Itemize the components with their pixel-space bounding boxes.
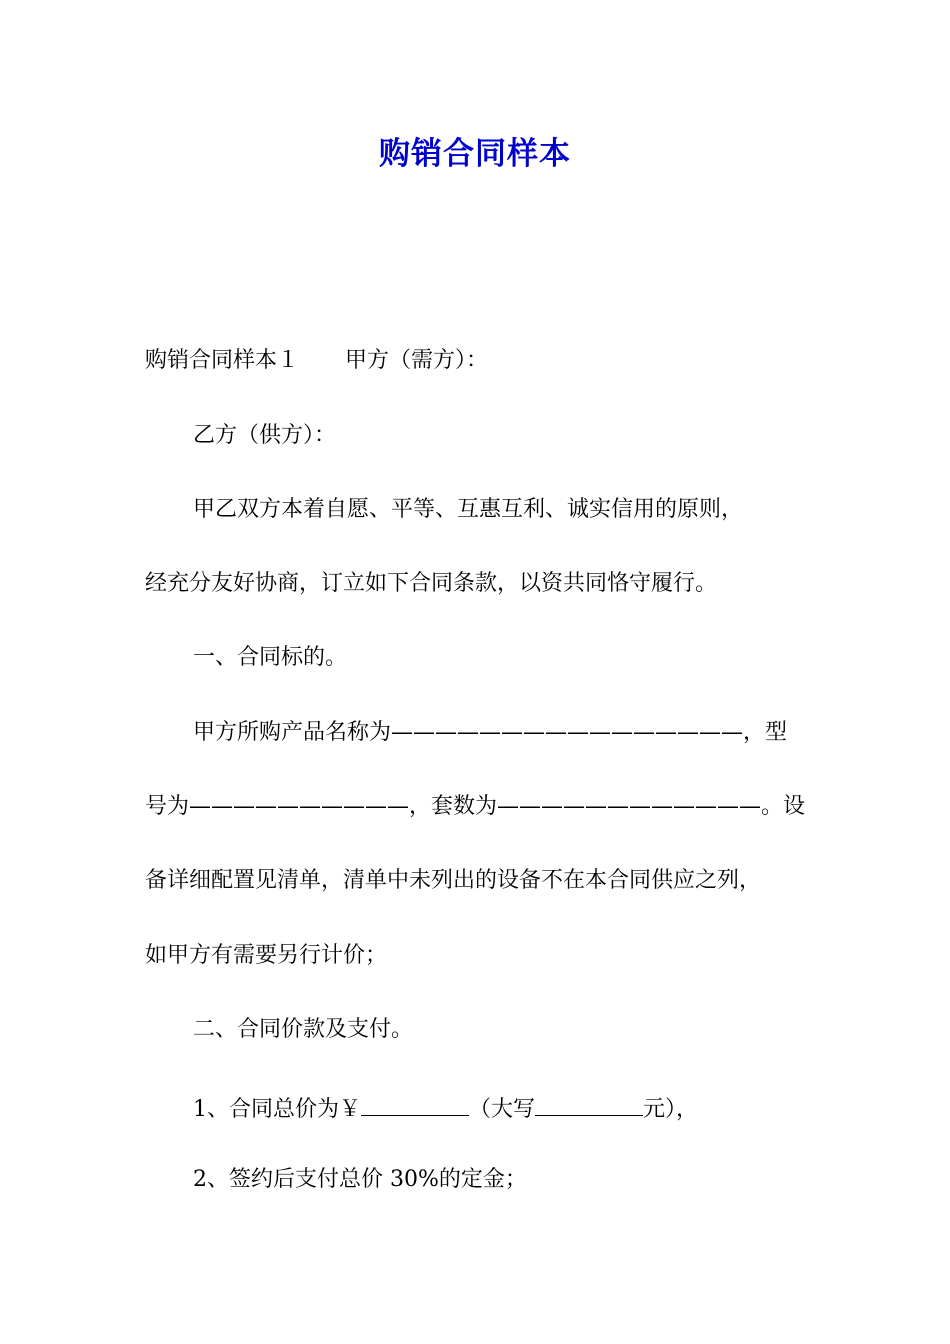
product-line-2: 号为——————————，套数为————————————。设 bbox=[145, 794, 806, 819]
section-1-heading: 一、合同标的。 bbox=[193, 645, 348, 670]
price-mid: （大写 bbox=[469, 1097, 536, 1122]
document-title: 购销合同样本 bbox=[379, 136, 571, 172]
intro-line-2: 经充分友好协商，订立如下合同条款，以资共同恪守履行。 bbox=[145, 571, 718, 596]
section-2-heading: 二、合同价款及支付。 bbox=[193, 1017, 414, 1042]
price-suffix: 元）， bbox=[643, 1097, 699, 1122]
party-b: 乙方（供方）： bbox=[193, 423, 337, 448]
party-a: 甲方（需方）： bbox=[345, 348, 489, 373]
deposit-line: 2、签约后支付总价 30%的定金； bbox=[193, 1167, 527, 1192]
product-line-4: 如甲方有需要另行计价； bbox=[145, 943, 388, 968]
product-line-1: 甲方所购产品名称为————————————————，型 bbox=[193, 720, 788, 745]
header-line bbox=[145, 346, 835, 376]
product-line-3: 备详细配置见清单，清单中未列出的设备不在本合同供应之列， bbox=[145, 868, 762, 893]
price-line bbox=[193, 1093, 883, 1125]
intro-line-1: 甲乙双方本着自愿、平等、互惠互利、诚实信用的原则， bbox=[193, 497, 744, 522]
price-blank-field[interactable] bbox=[361, 1093, 469, 1116]
header-left: 购销合同样本１ bbox=[145, 348, 300, 373]
price-uppercase-blank-field[interactable] bbox=[535, 1093, 643, 1116]
price-prefix: 1、合同总价为￥ bbox=[193, 1097, 361, 1122]
